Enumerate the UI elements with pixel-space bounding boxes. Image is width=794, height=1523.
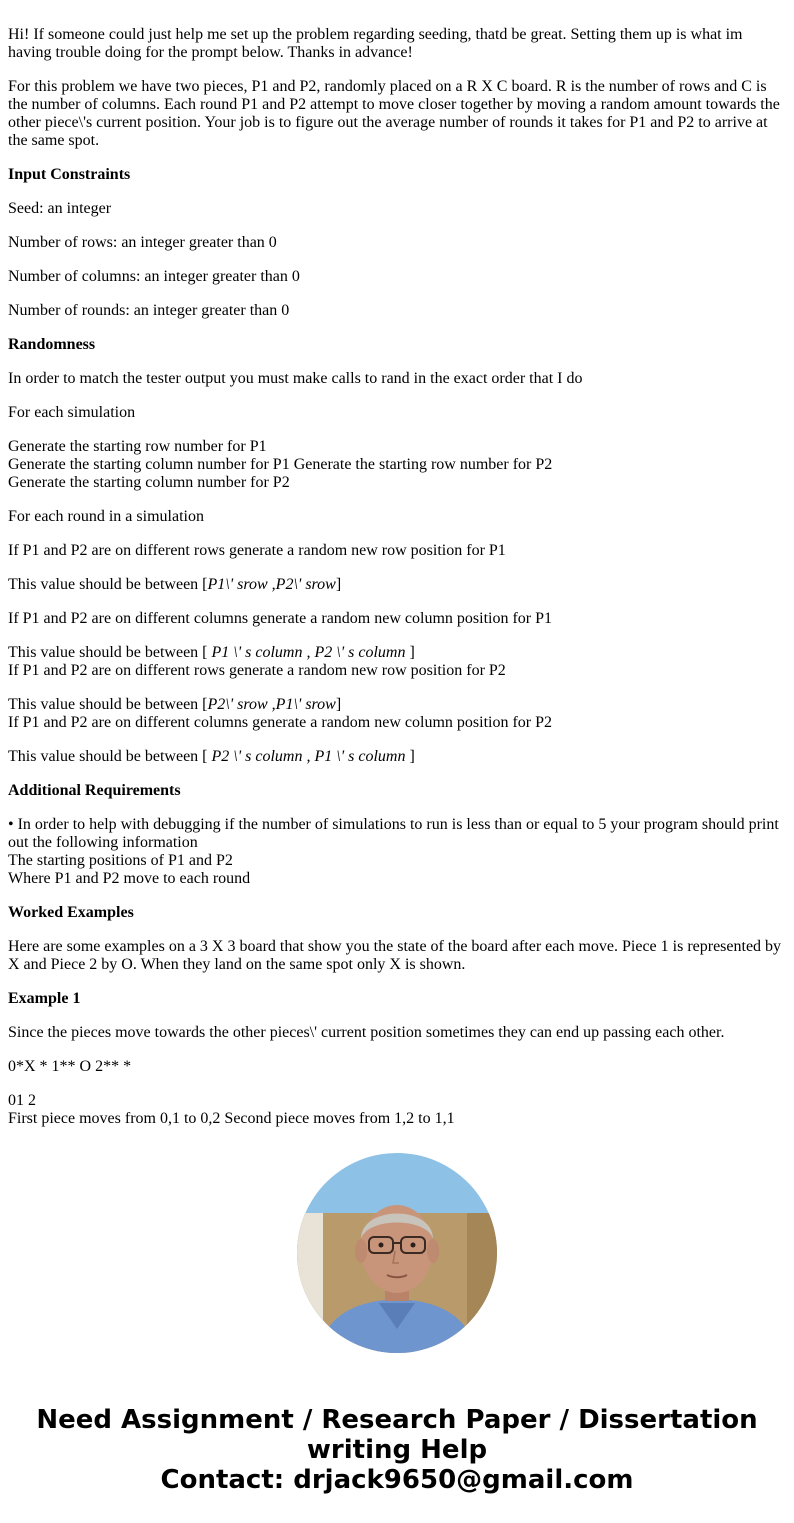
tutor-photo-illustration xyxy=(297,1153,497,1353)
worked-text: Here are some examples on a 3 X 3 board that show you the state of the board after each move. Piece 1 is represented by X and Piece 2 by O. When they land on the same spot only X is shown. xyxy=(8,938,782,973)
additional-requirements xyxy=(8,816,784,888)
example1-moves-block xyxy=(8,1092,784,1128)
example1-heading: Example 1 xyxy=(8,990,81,1007)
question-body xyxy=(8,26,784,1144)
input-constraints-heading: Input Constraints xyxy=(8,166,131,183)
p2-col-range: This value should be between [ P2 \' s column , P1 \' s column ] xyxy=(8,748,415,765)
randomness-heading: Randomness xyxy=(8,336,96,353)
worked-heading: Worked Examples xyxy=(8,904,134,921)
for-each-round: For each round in a simulation xyxy=(8,508,204,525)
p1-col-range: This value should be between [ P1 \' s column , P2 \' s column ] xyxy=(8,644,415,661)
randomness-intro: In order to match the tester output you must make calls to rand in the exact order that I do xyxy=(8,370,583,387)
generate-line-1: Generate the starting row number for P1 xyxy=(8,438,267,455)
example1-columns: 01 2 xyxy=(8,1092,36,1109)
p2-col-rule: If P1 and P2 are on different columns generate a random new column position for P2 xyxy=(8,714,553,731)
p1-row-rule: If P1 and P2 are on different rows generate a random new row position for P1 xyxy=(8,542,506,559)
example1-text: Since the pieces move towards the other pieces\' current position sometimes they can end up passing each other. xyxy=(8,1024,725,1041)
p2-row-rule: If P1 and P2 are on different rows generate a random new row position for P2 xyxy=(8,662,506,679)
tutor-avatar xyxy=(297,1153,497,1353)
for-each-simulation: For each simulation xyxy=(8,404,136,421)
additional-bullet: • In order to help with debugging if the number of simulations to run is less than or equal to 5 your program should print out the following information xyxy=(8,816,779,851)
promo-banner xyxy=(0,1405,794,1495)
generate-lines xyxy=(8,438,784,492)
constraint-columns: Number of columns: an integer greater than 0 xyxy=(8,268,300,285)
additional-heading: Additional Requirements xyxy=(8,782,181,799)
constraint-rows: Number of rows: an integer greater than 0 xyxy=(8,234,277,251)
promo-line-1: Need Assignment / Research Paper / Dissertation writing Help xyxy=(36,1405,758,1465)
generate-line-2: Generate the starting column number for P1 Generate the starting row number for P2 xyxy=(8,456,553,473)
example1-board: 0*X * 1** O 2** * xyxy=(8,1058,132,1075)
p1-row-range: This value should be between [P1\' srow ,P2\' srow] xyxy=(8,576,342,593)
p2-row-range: This value should be between [P2\' srow ,P1\' srow] xyxy=(8,696,342,713)
generate-line-3: Generate the starting column number for P2 xyxy=(8,474,290,491)
additional-line-2: Where P1 and P2 move to each round xyxy=(8,870,251,887)
p1-col-rule: If P1 and P2 are on different columns generate a random new column position for P1 xyxy=(8,610,553,627)
additional-line-1: The starting positions of P1 and P2 xyxy=(8,852,233,869)
example1-moves: First piece moves from 0,1 to 0,2 Second piece moves from 1,2 to 1,1 xyxy=(8,1110,455,1127)
constraint-seed: Seed: an integer xyxy=(8,200,112,217)
intro-paragraph: Hi! If someone could just help me set up the problem regarding seeding, thatd be great. Setting them up is what im having trouble doing for the prompt below. Thanks in advance! xyxy=(8,26,743,61)
problem-paragraph: For this problem we have two pieces, P1 and P2, randomly placed on a R X C board. R is the number of rows and C is the number of columns. Each round P1 and P2 attempt to move closer together by moving a random amount towards the other piece\'s current position. Your job is to figure out the average number of rounds it takes for P1 and P2 to arrive at the same spot. xyxy=(8,78,780,149)
promo-contact: Contact: drjack9650@gmail.com xyxy=(160,1465,634,1495)
constraint-rounds: Number of rounds: an integer greater than 0 xyxy=(8,302,290,319)
